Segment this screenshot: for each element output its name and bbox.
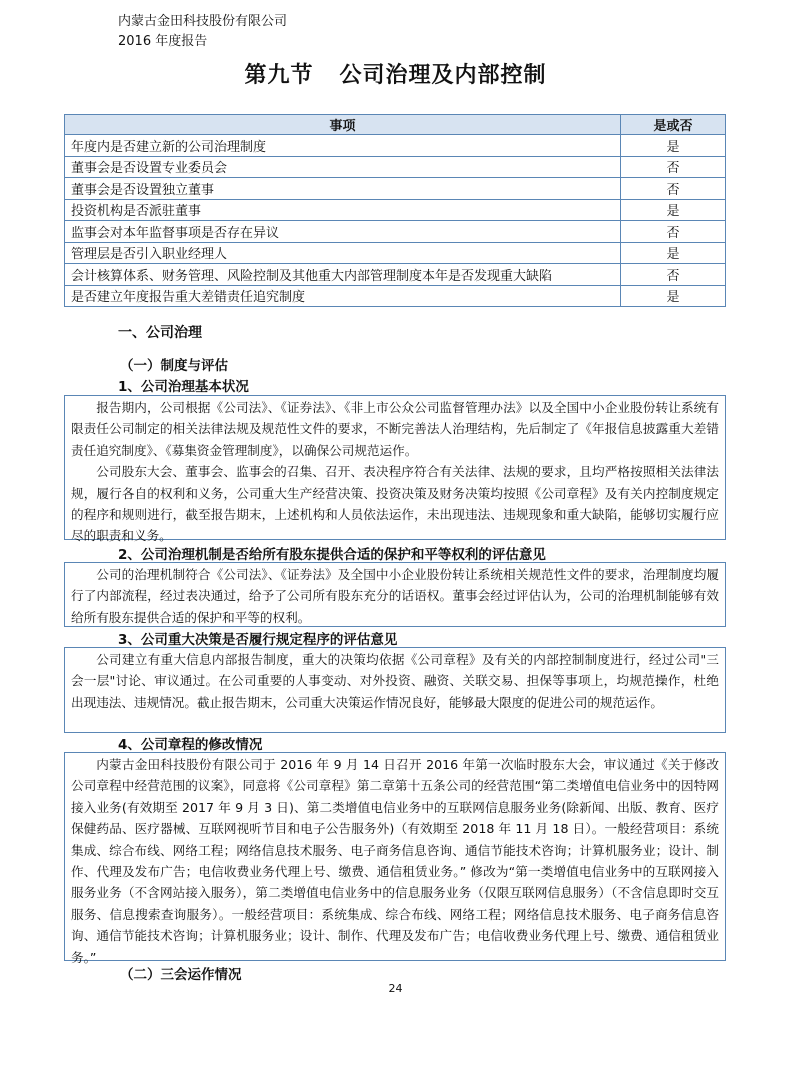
column-header-answer: 是或否 [621,115,726,135]
paragraph: 公司的治理机制符合《公司法》、《证券法》及全国中小企业股份转让系统相关规范性文件的要求，治理制度均履行了内部流程，经过表决通过，给予了公司所有股东充分的话语权。董事会经过评估认为，公司的治理机制能够有效给所有股东提供合适的保护和平等的权利。 [71,567,719,625]
row-item: 董事会是否设置独立董事 [65,178,621,200]
paragraph: 内蒙古金田科技股份有限公司于 2016 年 9 月 14 日召开 2016 年第一次临时股东大会，审议通过《关于修改公司章程中经营范围的议案》，同意将《公司章程》第二章第十五条公司的经营范围“第二类增值电信业务中的因特网接入业务(有效期至 2017 年 9 月 3 日)、第二类增值电信业务中的互联网信息服务业务(除新闻、出版、教育、医疗保健药品、医疗器械、互联网视听节目和电子公告服务外)（有效期至 2018 年 11 月 18 日）。一般经营项目：系统集成、综合布线、网络工程；网络信息技术服务、电子商务信息咨询、通信节能技术咨询；计算机服务业；设计、制作、代理及发布广告；电信收费业务代理上号、缴费、通信租赁业务。” 修改为“第一类增值电信业务中的互联网接入服务业务（不含网站接入服务），第二类增值电信业务中的信息服务业务（仅限互联网信息服务）（不含信息即时交互服务、信息搜索查询服务）。一般经营项目：系统集成、综合布线、网络工程；网络信息技术服务、电子商务信息咨询、通信节能技术咨询；计算机服务业；设计、制作、代理及发布广告；电信收费业务代理上号、缴费、通信租赁业务。” [71,757,719,965]
item-box-4 [64,752,726,965]
item-box-1 [64,395,726,544]
row-item: 会计核算体系、财务管理、风险控制及其他重大内部管理制度本年是否发现重大缺陷 [65,264,621,286]
table-row [65,264,726,286]
page-number: 24 [388,982,403,995]
row-item: 董事会是否设置专业委员会 [65,156,621,178]
table-row [65,221,726,243]
governance-table [64,114,726,307]
row-item: 是否建立年度报告重大差错责任追究制度 [65,285,621,307]
row-answer: 否 [621,221,726,243]
table-row [65,178,726,200]
subsection-heading-meetings: （二）三会运作情况 [120,967,242,983]
row-item: 年度内是否建立新的公司治理制度 [65,135,621,157]
row-answer: 是 [621,242,726,264]
paragraph: 公司股东大会、董事会、监事会的召集、召开、表决程序符合有关法律、法规的要求，且均严格按照相关法律法规，履行各自的权利和义务，公司重大生产经营决策、投资决策及财务决策均按照《公司章程》及有关内控制度规定的程序和规则进行，截至报告期末，上述机构和人员依法运作，未出现违法、违规现象和重大缺陷，能够切实履行应尽的职责和义务。 [71,464,719,544]
table-row [65,199,726,221]
row-answer: 否 [621,156,726,178]
item-heading-2: 2、公司治理机制是否给所有股东提供合适的保护和平等权利的评估意见 [118,547,546,563]
row-item: 投资机构是否派驻董事 [65,199,621,221]
table-row [65,285,726,307]
column-header-item: 事项 [65,115,621,135]
page-header [118,12,287,52]
table-row [65,135,726,157]
part-heading-governance: 一、公司治理 [118,325,202,341]
item-heading-4: 4、公司章程的修改情况 [118,737,263,753]
paragraph: 公司建立有重大信息内部报告制度，重大的决策均依据《公司章程》及有关的内部控制制度进行，经过公司"三会一层"讨论、审议通过。在公司重要的人事变动、对外投资、融资、关联交易、担保等事项上，均规范操作，杜绝出现违法、违规情况。截止报告期末，公司重大决策运作情况良好，能够最大限度的促进公司的规范运作。 [71,652,719,710]
row-item: 监事会对本年监督事项是否存在异议 [65,221,621,243]
row-answer: 是 [621,135,726,157]
table-row [65,156,726,178]
item-box-2 [64,562,726,627]
paragraph: 报告期内，公司根据《公司法》、《证券法》、《非上市公众公司监督管理办法》以及全国中小企业股份转让系统有限责任公司制定的相关法律法规及规范性文件的要求，不断完善法人治理结构，先后制定了《年报信息披露重大差错责任追究制度》、《募集资金管理制度》，以确保公司规范运作。 [71,400,719,458]
row-answer: 否 [621,264,726,286]
row-answer: 是 [621,285,726,307]
table-row [65,242,726,264]
row-answer: 是 [621,199,726,221]
section-title [0,58,791,89]
section-name: 公司治理及内部控制 [339,63,547,88]
header-company: 内蒙古金田科技股份有限公司 [118,14,288,29]
row-item: 管理层是否引入职业经理人 [65,242,621,264]
table-header-row [65,115,726,135]
subsection-heading-system: （一）制度与评估 [120,358,228,374]
item-box-3 [64,647,726,733]
row-answer: 否 [621,178,726,200]
item-heading-3: 3、公司重大决策是否履行规定程序的评估意见 [118,632,398,648]
item-heading-1: 1、公司治理基本状况 [118,379,249,395]
header-report: 2016 年度报告 [118,34,208,49]
section-number: 第九节 [244,63,314,88]
